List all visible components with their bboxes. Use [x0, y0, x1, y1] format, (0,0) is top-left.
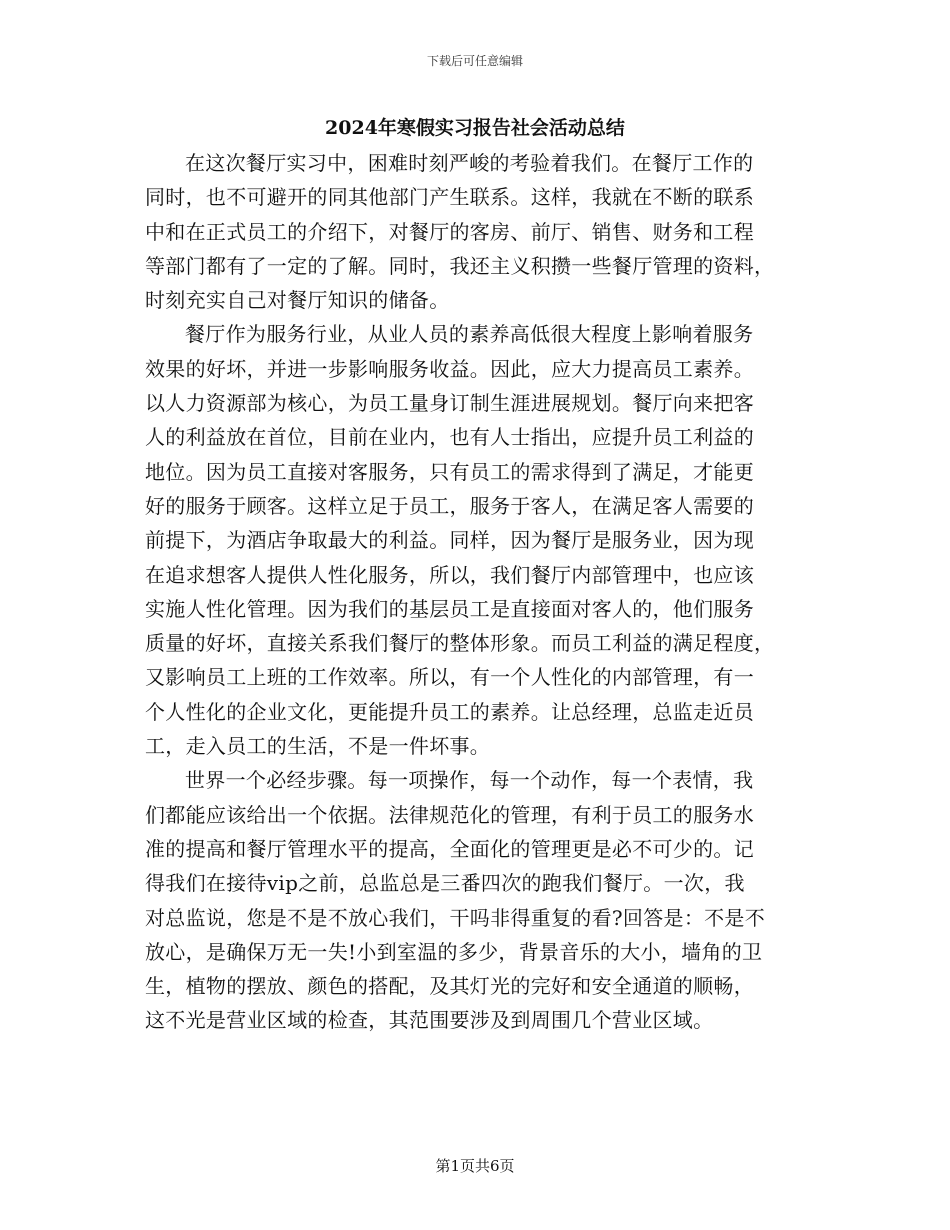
paragraph-line: 质量的好坏，直接关系我们餐厅的整体形象。而员工利益的满足程度，	[145, 631, 775, 656]
paragraph-line: 准的提高和餐厅管理水平的提高，全面化的管理更是必不可少的。记	[145, 836, 754, 861]
paragraph-line: 实施人性化管理。因为我们的基层员工是直接面对客人的，他们服务	[145, 596, 754, 621]
paragraph-line: 效果的好坏，并进一步影响服务收益。因此，应大力提高员工素养。	[145, 356, 754, 381]
paragraph-line: 放心，是确保万无一失!小到室温的多少，背景音乐的大小，墙角的卫	[145, 939, 763, 964]
paragraph-line: 中和在正式员工的介绍下，对餐厅的客房、前厅、销售、财务和工程	[145, 219, 754, 244]
paragraph-1	[145, 146, 805, 317]
paragraph-line: 对总监说，您是不是不放心我们，干吗非得重复的看?回答是：不是不	[145, 905, 766, 930]
paragraph-line: 又影响员工上班的工作效率。所以，有一个人性化的内部管理，有一	[145, 665, 754, 690]
paragraph-line: 世界一个必经步骤。每一项操作，每一个动作，每一个表情，我	[185, 768, 754, 793]
paragraph-line: 时刻充实自己对餐厅知识的储备。	[145, 288, 450, 313]
paragraph-line: 个人性化的企业文化，更能提升员工的素养。让总经理，总监走近员	[145, 699, 754, 724]
paragraph-line: 等部门都有了一定的了解。同时，我还主义积攒一些餐厅管理的资料，	[145, 253, 775, 278]
paragraph-2	[145, 317, 805, 763]
paragraph-line: 这不光是营业区域的检查，其范围要涉及到周围几个营业区域。	[145, 1008, 714, 1033]
paragraph-line: 前提下，为酒店争取最大的利益。同样，因为餐厅是服务业，因为现	[145, 528, 754, 553]
paragraph-line: 人的利益放在首位，目前在业内，也有人士指出，应提升员工利益的	[145, 425, 754, 450]
paragraph-3	[145, 763, 805, 1037]
paragraph-line: 同时，也不可避开的同其他部门产生联系。这样，我就在不断的联系	[145, 185, 754, 210]
paragraph-line: 得我们在接待vip之前，总监总是三番四次的跑我们餐厅。一次，我	[145, 871, 745, 896]
paragraph-line: 工，走入员工的生活，不是一件坏事。	[145, 734, 491, 759]
paragraph-line: 以人力资源部为核心，为员工量身订制生涯进展规划。餐厅向来把客	[145, 391, 754, 416]
paragraph-line: 们都能应该给出一个依据。法律规范化的管理，有利于员工的服务水	[145, 802, 754, 827]
document-title: 2024年寒假实习报告社会活动总结	[325, 117, 625, 139]
paragraph-line: 地位。因为员工直接对客服务，只有员工的需求得到了满足，才能更	[145, 459, 754, 484]
page-header: 下载后可任意编辑	[426, 54, 523, 68]
paragraph-line: 生，植物的摆放、颜色的搭配，及其灯光的完好和安全通道的顺畅，	[145, 974, 754, 999]
paragraph-line: 好的服务于顾客。这样立足于员工，服务于客人，在满足客人需要的	[145, 493, 754, 518]
page-number: 第1页共6页	[435, 1157, 515, 1175]
paragraph-line: 在追求想客人提供人性化服务，所以，我们餐厅内部管理中，也应该	[145, 562, 754, 587]
document-body	[145, 146, 805, 1038]
paragraph-line: 餐厅作为服务行业，从业人员的素养高低很大程度上影响着服务	[185, 322, 754, 347]
paragraph-line: 在这次餐厅实习中，困难时刻严峻的考验着我们。在餐厅工作的	[185, 151, 754, 175]
